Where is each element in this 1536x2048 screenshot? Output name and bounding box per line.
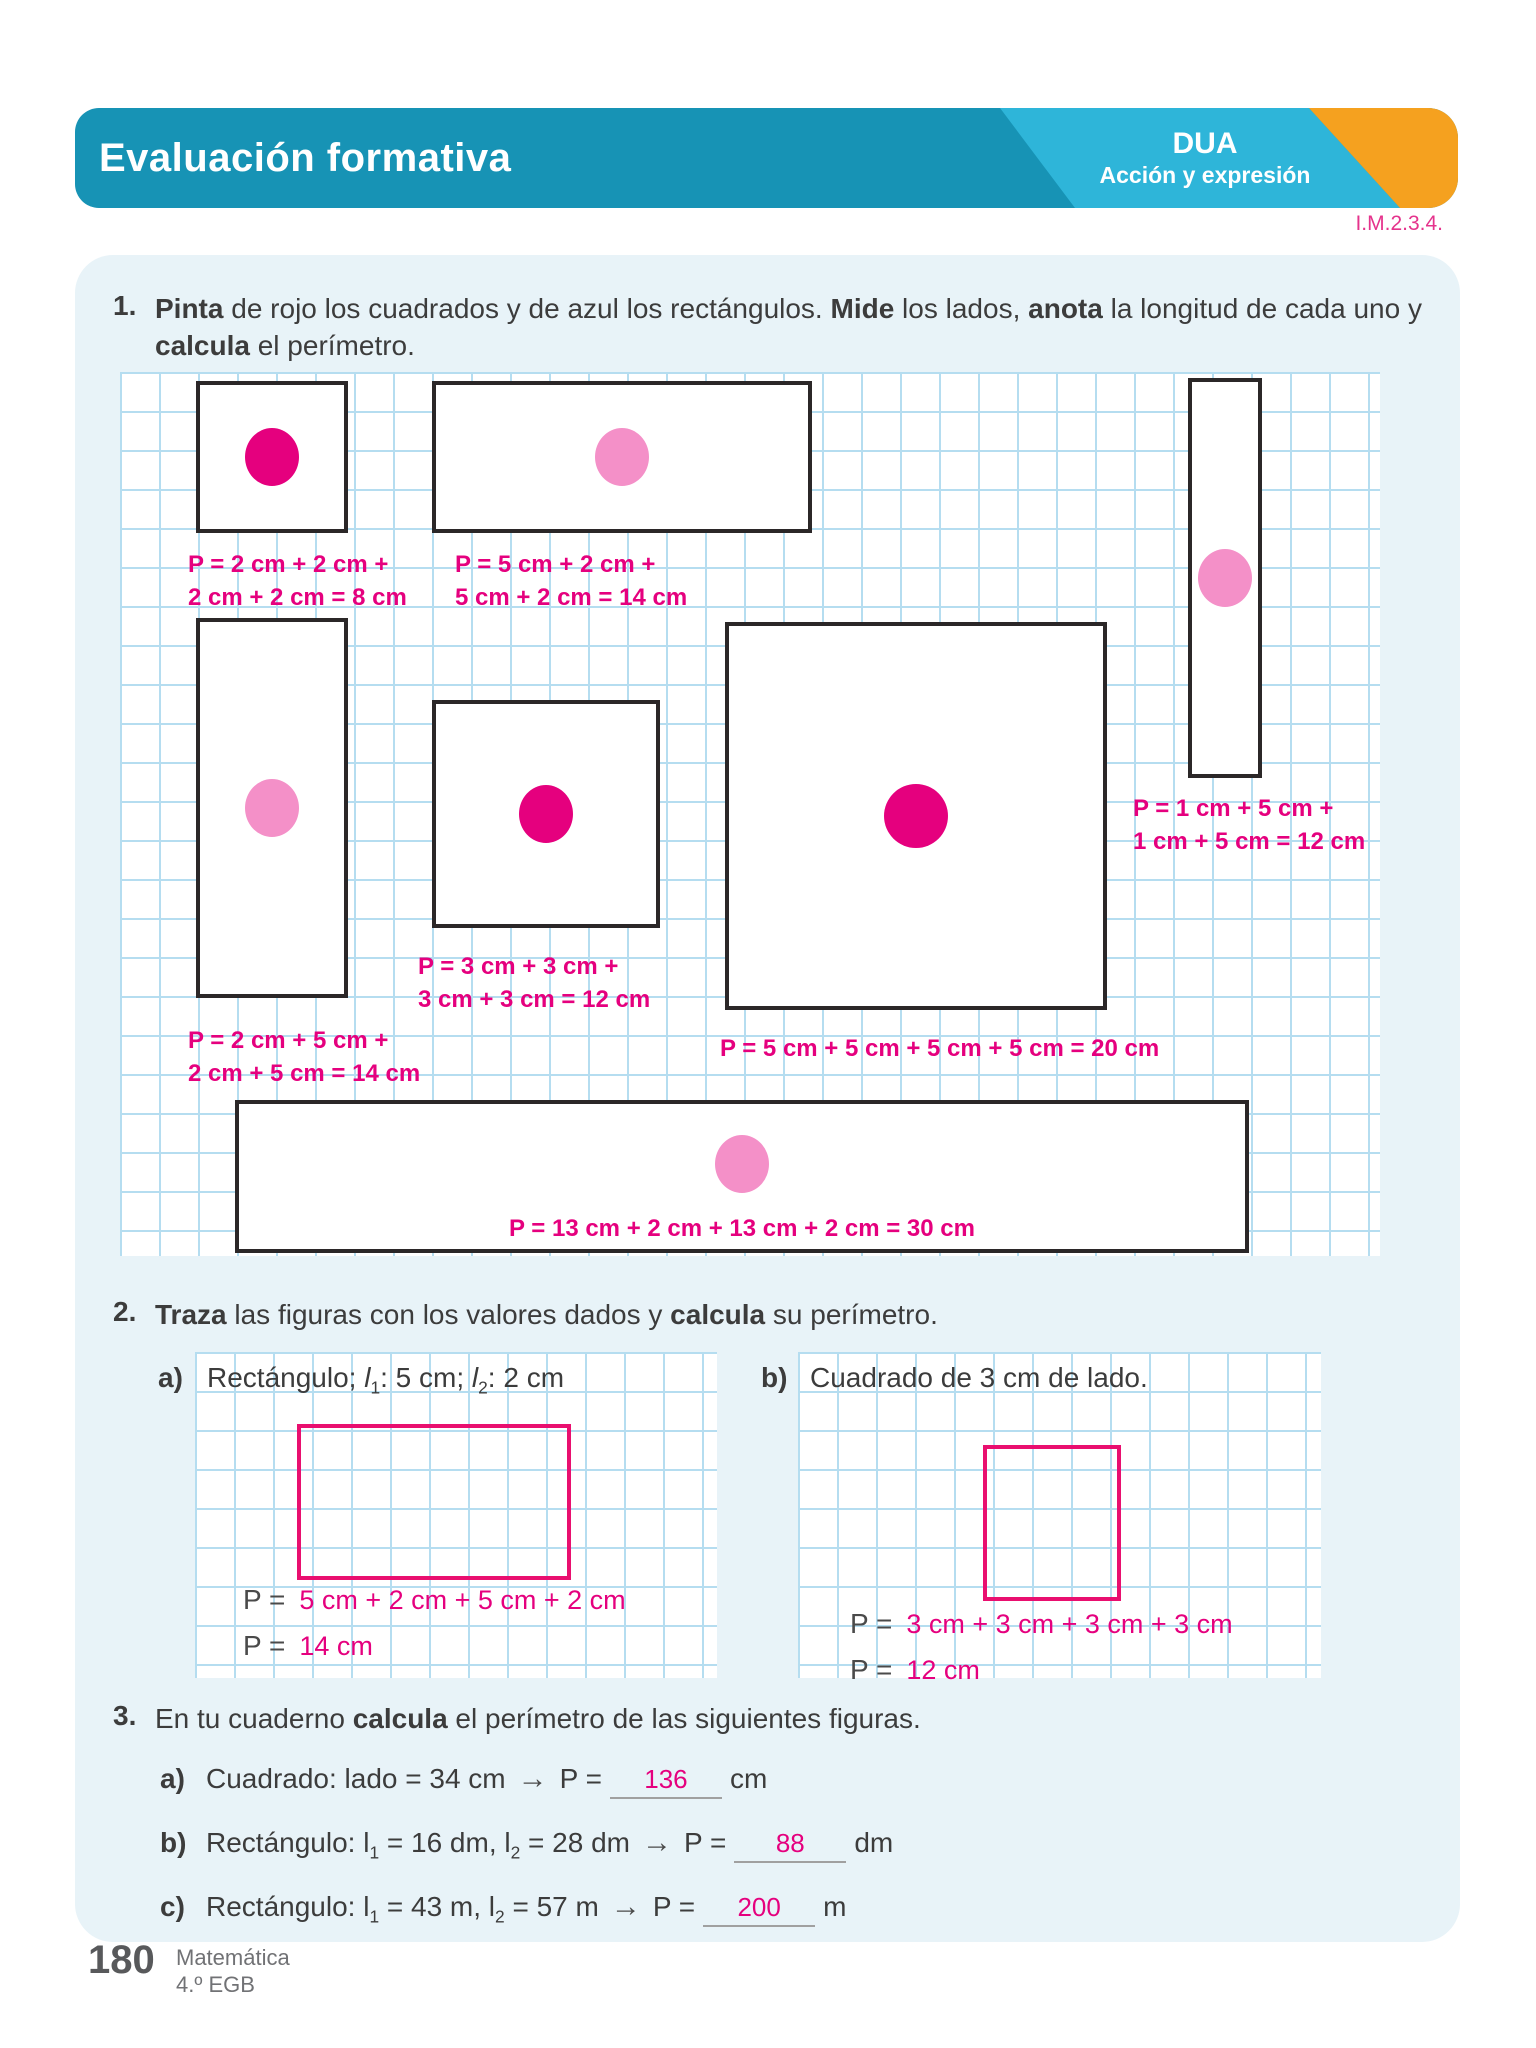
item-marker: a): [160, 1763, 185, 1794]
p-equals-label: P =: [559, 1763, 602, 1794]
red-dot-marker: [519, 785, 573, 843]
exercise2-number: 2.: [113, 1296, 137, 1327]
exercise2a-marker: a): [158, 1362, 183, 1393]
perimeter-label-square-2cm: P = 2 cm + 2 cm + 2 cm + 2 cm = 8 cm: [188, 551, 407, 611]
exercise3-item-b: [160, 1826, 893, 1864]
answer-blank: 88: [734, 1828, 846, 1863]
exercise2-instruction: Traza las figuras con los valores dados y calcula su perímetro.: [155, 1299, 938, 1330]
drawn-rectangle-5x2: [297, 1424, 571, 1580]
shape-rect-5x2: [432, 381, 812, 533]
p-equals-label: P =: [684, 1827, 727, 1858]
perimeter-label-rect-5x2: P = 5 cm + 2 cm + 5 cm + 2 cm = 14 cm: [455, 551, 688, 611]
item-marker: b): [160, 1827, 187, 1858]
shape-rect-1x5: [1188, 378, 1262, 778]
exercise2a-grid: [195, 1352, 717, 1678]
blue-dot-marker: [245, 779, 299, 837]
right-arrow-icon: →: [642, 1826, 672, 1859]
p-equals-label: P =: [243, 1584, 286, 1615]
p-equals-label: P =: [850, 1608, 893, 1639]
answer-text: 14 cm: [299, 1631, 373, 1661]
shape-square-2cm: [196, 381, 348, 533]
footer-grade: 4.º EGB: [176, 1972, 255, 1997]
footer-subject-block: [176, 1944, 290, 1998]
shape-rect-2x5: [196, 618, 348, 998]
exercise2b-answer-line1: [850, 1608, 1233, 1640]
dua-badge-title: DUA: [1172, 127, 1238, 160]
exercise3-instruction: En tu cuaderno calcula el perímetro de las siguientes figuras.: [155, 1703, 921, 1734]
page-number: 180: [88, 1938, 155, 1982]
exercise1-number: 1.: [113, 290, 137, 321]
exercise2b-grid: [798, 1352, 1321, 1685]
drawn-square-3cm: [983, 1445, 1121, 1601]
right-arrow-icon: →: [517, 1762, 548, 1795]
perimeter-label-rect-1x5: P = 1 cm + 5 cm + 1 cm + 5 cm = 12 cm: [1133, 795, 1366, 855]
answer-blank: 200: [703, 1892, 815, 1927]
p-equals-label: P =: [652, 1891, 696, 1922]
dua-badge: [1045, 108, 1365, 208]
unit-label: dm: [854, 1827, 894, 1858]
perimeter-label-square-3cm: P = 3 cm + 3 cm + 3 cm + 3 cm = 12 cm: [418, 953, 651, 1013]
exercise2b-marker: b): [761, 1362, 788, 1393]
item-prompt: Cuadrado: lado = 34 cm: [206, 1763, 506, 1794]
answer-text: 12 cm: [906, 1655, 980, 1685]
right-arrow-icon: →: [610, 1890, 641, 1923]
exercise1-instruction: Pinta de rojo los cuadrados y de azul los rectángulos. Mide los lados, anota la longitud de cada uno y calcula el perímetro.: [155, 293, 1422, 361]
unit-label: cm: [729, 1763, 768, 1794]
answer-text: 3 cm + 3 cm + 3 cm + 3 cm: [906, 1609, 1233, 1639]
header-banner: [75, 108, 1458, 208]
page-title: Evaluación formativa: [99, 135, 512, 180]
perimeter-label-rect-13x2: P = 13 cm + 2 cm + 13 cm + 2 cm = 30 cm: [509, 1215, 975, 1242]
red-dot-marker: [245, 428, 299, 486]
p-equals-label: P =: [850, 1654, 893, 1685]
unit-label: m: [823, 1891, 847, 1922]
blue-dot-marker: [715, 1135, 769, 1193]
answer-blank: 136: [610, 1764, 722, 1799]
perimeter-label-square-5cm: P = 5 cm + 5 cm + 5 cm + 5 cm = 20 cm: [720, 1035, 1160, 1062]
footer-subject: Matemática: [176, 1945, 290, 1970]
item-prompt: Rectángulo: $l_1 = 16$ dm, $l_2 = 28$ dm: [206, 1827, 630, 1863]
exercise3-item-a: [160, 1762, 767, 1799]
item-marker: c): [160, 1891, 185, 1922]
exercise2a-answer-line1: [243, 1584, 626, 1616]
red-dot-marker: [884, 784, 948, 848]
shape-square-5cm: [725, 622, 1107, 1010]
item-prompt: Rectángulo: $l_1 = 43$ m, $l_2 = 57$ m: [206, 1891, 599, 1927]
exercise3-item-c: [160, 1890, 847, 1928]
exercise2b-answer-line2: [850, 1654, 980, 1686]
standard-code: I.M.2.3.4.: [1355, 212, 1443, 235]
exercise3-number: 3.: [113, 1700, 137, 1731]
answer-text: 5 cm + 2 cm + 5 cm + 2 cm: [299, 1585, 626, 1615]
dua-badge-subtitle: Acción y expresión: [1099, 162, 1311, 188]
blue-dot-marker: [595, 428, 649, 486]
shape-square-3cm: [432, 700, 660, 928]
perimeter-label-rect-2x5: P = 2 cm + 5 cm + 2 cm + 5 cm = 14 cm: [188, 1027, 421, 1087]
shape-rect-13x2: [235, 1100, 1249, 1253]
exercise1-grid-paper: [120, 372, 1380, 1256]
exercise2a-answer-line2: [243, 1630, 373, 1662]
blue-dot-marker: [1198, 549, 1252, 607]
exercise2a-prompt: Rectángulo; $l_1$: 5 cm; $l_2$: 2 cm: [207, 1362, 565, 1398]
p-equals-label: P =: [243, 1630, 286, 1661]
exercise2b-prompt: Cuadrado de 3 cm de lado.: [810, 1362, 1148, 1393]
